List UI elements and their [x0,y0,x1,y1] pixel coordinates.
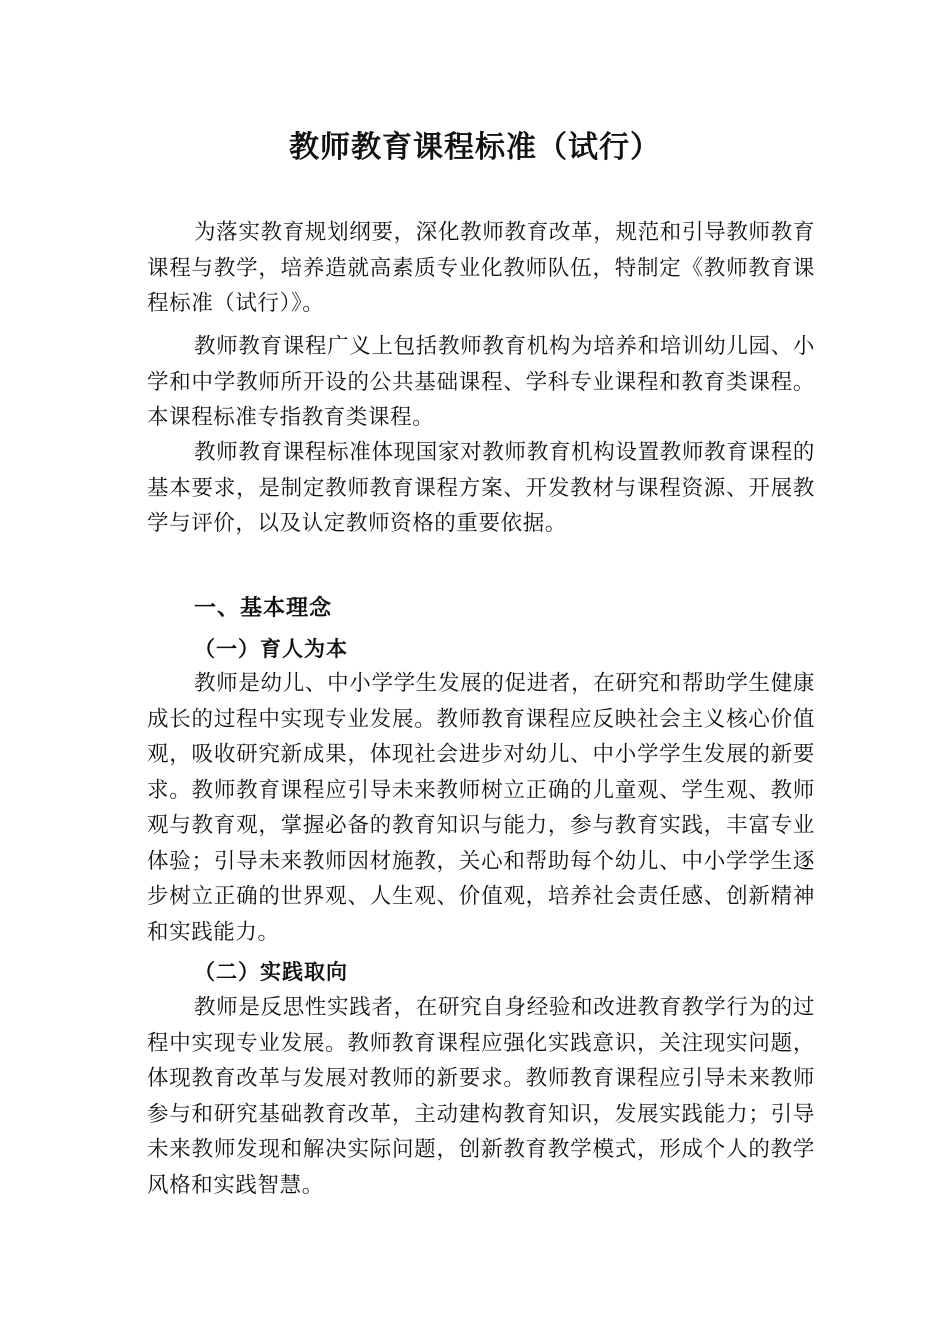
subsection-heading-people-oriented: （一）育人为本 [194,637,348,661]
document-title: 教师教育课程标准（试行） [289,130,661,165]
intro-paragraph-2: 教师教育课程广义上包括教师教育机构为培养和培训幼儿园、小学和中学教师所开设的公共基础课程、学科专业课程和教育类课程。本课程标准专指教育类课程。 [147,334,815,430]
subsection-paragraph-practice-oriented: 教师是反思性实践者，在研究自身经验和改进教育教学行为的过程中实现专业发展。教师教育课程应强化实践意识，关注现实问题，体现教育改革与发展对教师的新要求。教师教育课程应引导未来教师参与和研究基础教育改革，主动建构教育知识，发展实践能力；引导未来教师发现和解决实际问题，创新教育教学模式，形成个人的教学风格和实践智慧。 [147,995,815,1198]
subsection-heading-practice-oriented: （二）实践取向 [194,960,348,984]
intro-paragraph-1: 为落实教育规划纲要，深化教师教育改革，规范和引导教师教育课程与教学，培养造就高素质专业化教师队伍，特制定《教师教育课程标准（试行）》。 [147,220,815,316]
intro-paragraph-3: 教师教育课程标准体现国家对教师教育机构设置教师教育课程的基本要求，是制定教师教育课程方案、开发教材与课程资源、开展教学与评价，以及认定教师资格的重要依据。 [147,440,815,536]
subsection-paragraph-people-oriented: 教师是幼儿、中小学学生发展的促进者，在研究和帮助学生健康成长的过程中实现专业发展。教师教育课程应反映社会主义核心价值观，吸收研究新成果，体现社会进步对幼儿、中小学学生发展的新要求。教师教育课程应引导未来教师树立正确的儿童观、学生观、教师观与教育观，掌握必备的教育知识与能力，参与教育实践，丰富专业体验；引导未来教师因材施教，关心和帮助每个幼儿、中小学学生逐步树立正确的世界观、人生观、价值观，培养社会责任感、创新精神和实践能力。 [147,671,815,945]
section-heading-basic-concepts: 一、基本理念 [194,596,333,621]
